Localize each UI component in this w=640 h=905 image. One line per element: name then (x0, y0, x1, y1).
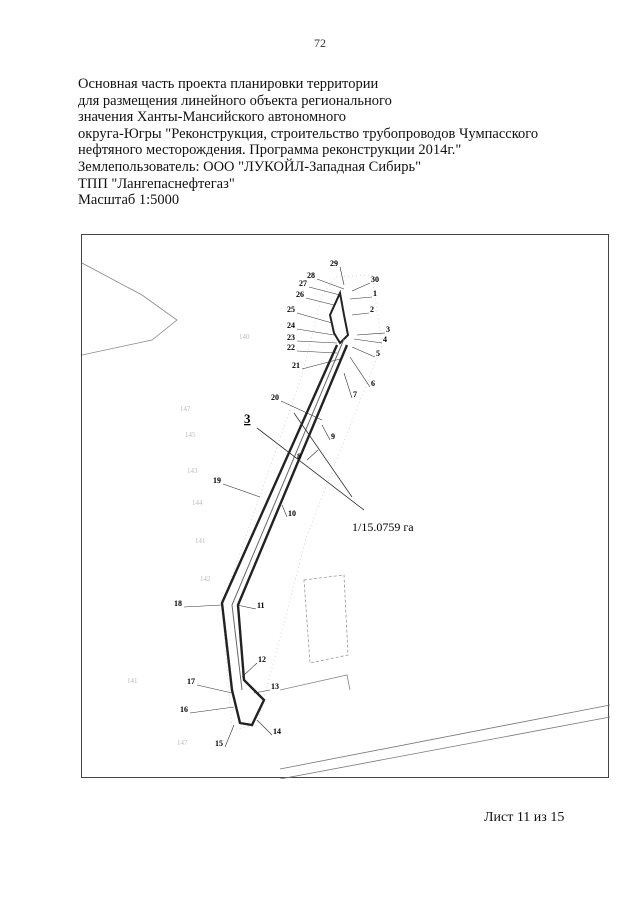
survey-point-label: 25 (287, 305, 295, 314)
header-line: значения Ханты-Мансийского автономного (78, 109, 347, 126)
document-header (78, 76, 598, 209)
point-leader (282, 505, 287, 517)
survey-point-label: 6 (371, 379, 375, 388)
header-line: округа-Югры "Реконструкция, строительство трубопроводов Чумпасского (78, 125, 539, 142)
point-leader (340, 267, 344, 285)
point-leader (190, 707, 234, 713)
survey-point-label: 17 (187, 677, 195, 686)
elevation-label: 147 (177, 739, 188, 747)
header-line: для размещения линейного объекта регионального (78, 92, 392, 109)
survey-point-label: 23 (287, 333, 295, 342)
survey-point-label: 27 (299, 279, 307, 288)
point-leader (237, 605, 256, 609)
survey-point-label: 29 (330, 259, 338, 268)
survey-point-label: 10 (288, 509, 296, 518)
point-leader (297, 341, 337, 343)
survey-point-label: 20 (271, 393, 279, 402)
survey-point-label: 19 (213, 476, 221, 485)
area-label: 1/15.0759 га (352, 520, 414, 534)
header-line: Землепользователь: ООО "ЛУКОЙЛ-Западная Сибирь" (78, 158, 421, 175)
site-plan-map (81, 234, 609, 778)
elevation-label: 141 (127, 677, 138, 685)
survey-points (174, 259, 390, 748)
point-leader (297, 329, 334, 335)
survey-point-label: 4 (383, 335, 387, 344)
survey-point-label: 13 (271, 682, 279, 691)
point-leader (306, 298, 334, 305)
header-line: Основная часть проекта планировки территории (78, 76, 379, 92)
elevation-label: 141 (195, 537, 206, 545)
survey-point-label: 26 (296, 290, 304, 299)
elevation-label: 147 (180, 405, 191, 413)
point-leader (297, 351, 337, 353)
point-leader (317, 279, 344, 289)
point-leader (352, 283, 370, 291)
survey-point-label: 14 (273, 727, 281, 736)
header-line: Масштаб 1:5000 (78, 192, 180, 209)
survey-point-label: 3 (386, 325, 390, 334)
survey-point-label: 1 (373, 289, 377, 298)
survey-point-label: 16 (180, 705, 188, 714)
page-number: 72 (314, 36, 326, 50)
point-leader (257, 720, 272, 735)
label-leader (294, 413, 352, 497)
point-leader (225, 725, 234, 747)
header-line: ТПП "Лангепаснефтегаз" (78, 175, 235, 192)
survey-point-label: 2 (370, 305, 374, 314)
elevation-label: 140 (239, 333, 250, 341)
sheet-number: Лист 11 из 15 (484, 810, 565, 825)
point-leader (281, 401, 322, 420)
elevation-label: 145 (185, 431, 196, 439)
point-leader (184, 605, 222, 607)
terrain-outline (82, 263, 177, 355)
pipeline-corridor (222, 345, 347, 725)
point-leader (297, 313, 332, 323)
point-leader (307, 450, 318, 460)
survey-point-label: 7 (353, 390, 357, 399)
point-leader (344, 373, 352, 398)
survey-point-label: 9 (331, 432, 335, 441)
survey-point-label: 21 (292, 361, 300, 370)
road-branch (280, 675, 350, 690)
point-leader (354, 339, 382, 343)
survey-point-label: 30 (371, 275, 379, 284)
road-edge (280, 717, 610, 779)
point-leader (302, 359, 340, 369)
corridor-head (330, 293, 348, 343)
elevation-label: 144 (192, 499, 203, 507)
survey-point-label: 11 (257, 601, 265, 610)
elevation-label: 142 (200, 575, 211, 583)
elevation-label: 143 (187, 467, 198, 475)
road-edge (280, 705, 610, 769)
point-leader (309, 287, 340, 295)
point-leader (223, 484, 260, 497)
plot-number: 3 (244, 411, 251, 426)
survey-point-label: 5 (376, 349, 380, 358)
survey-point-label: 8 (297, 452, 301, 461)
point-leader (352, 347, 375, 357)
adjacent-parcel (304, 575, 348, 663)
point-leader (350, 357, 370, 387)
survey-band (222, 275, 382, 730)
point-leader (350, 297, 372, 299)
survey-point-label: 22 (287, 343, 295, 352)
survey-point-label: 18 (174, 599, 182, 608)
point-leader (322, 425, 330, 440)
survey-point-label: 12 (258, 655, 266, 664)
map-drawing (82, 235, 610, 779)
header-line: нефтяного месторождения. Программа реконструкции 2014г." (78, 142, 462, 159)
label-leader (257, 428, 364, 510)
survey-point-label: 28 (307, 271, 315, 280)
point-leader (352, 313, 369, 315)
survey-point-label: 15 (215, 739, 223, 748)
survey-point-label: 24 (287, 321, 295, 330)
point-leader (197, 685, 232, 693)
